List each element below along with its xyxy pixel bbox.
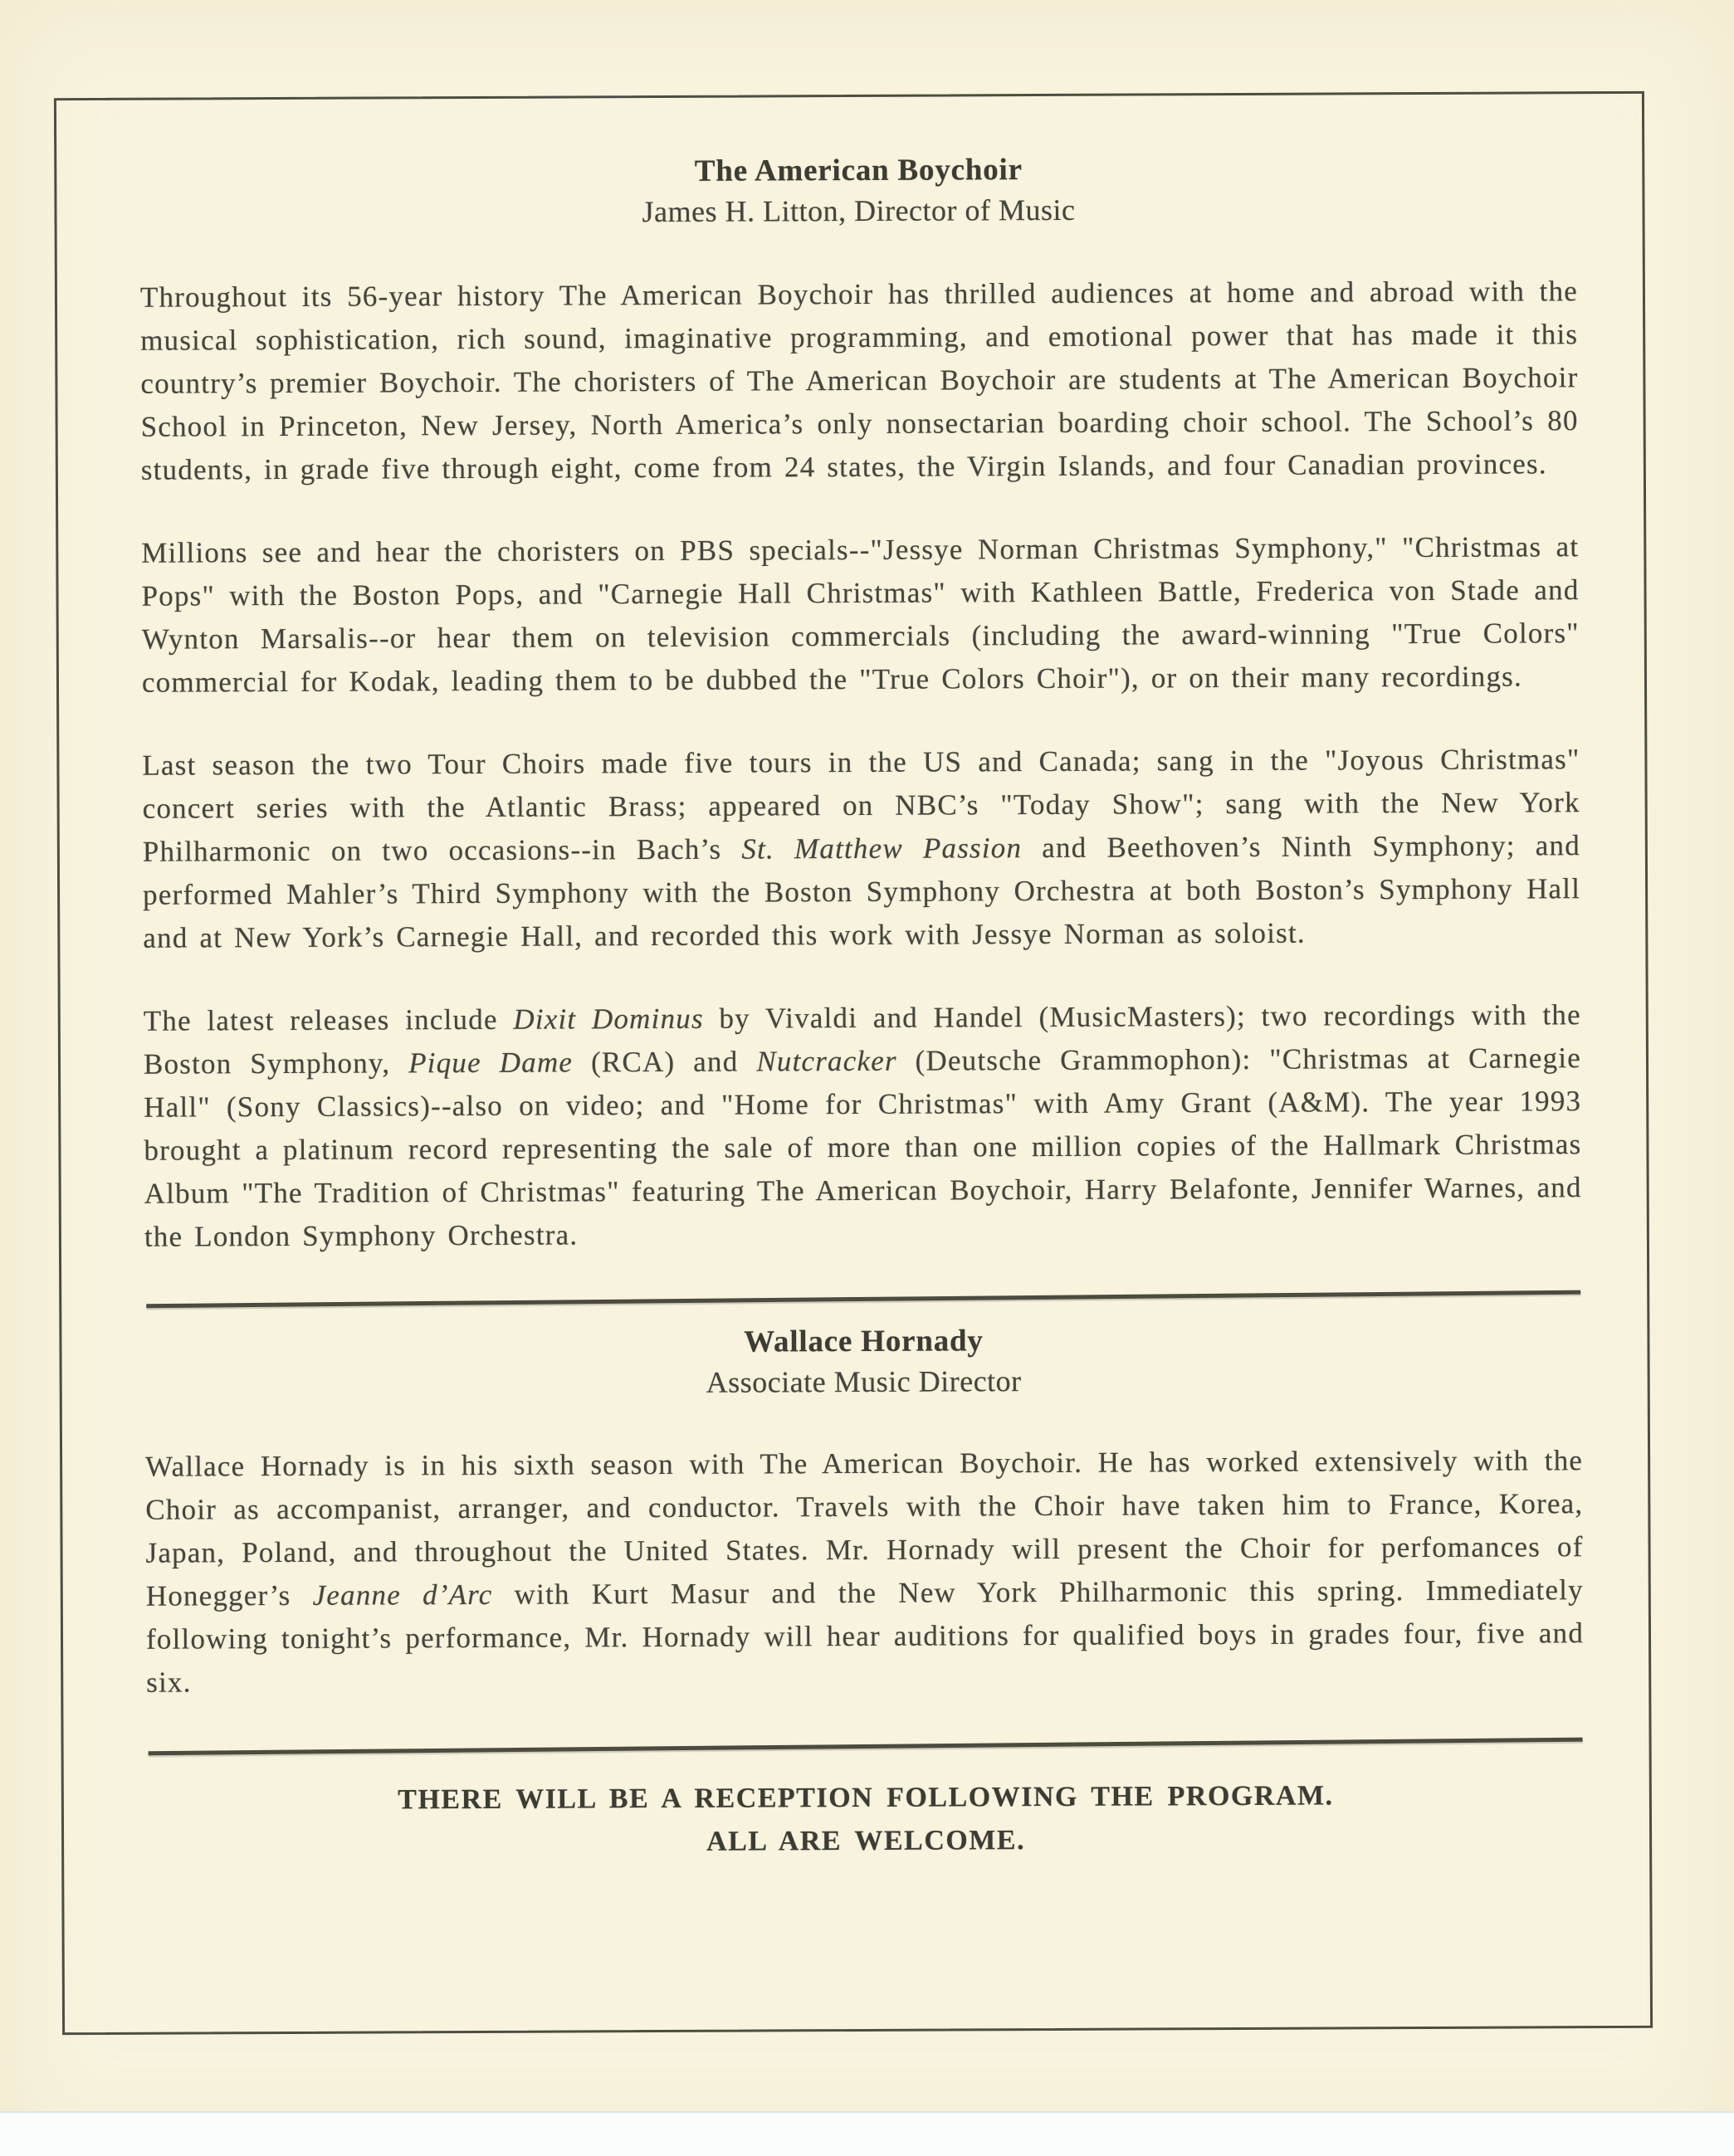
scanner-bed-edge: [0, 2111, 1734, 2156]
paragraph-last-season: Last season the two Tour Choirs made five tours in the US and Canada; sang in the "Joyous Christmas" concert series with the Atlantic Brass; appeared on NBC’s "Today Show"; sang with the New York Philharmonic on two occasions--in Bach’s St. Matthew Passion and Beethoven’s Ninth Symphony; and performed Mahler’s Third Symphony with the Boston Symphony Orchestra at both Boston’s Symphony Hall and at New York’s Carnegie Hall, and recorded this work with Jessye Norman as soloist.: [142, 743, 1581, 954]
reception-notice-line2: ALL ARE WELCOME.: [706, 1825, 1026, 1857]
section2-subtitle: Associate Music Director: [706, 1364, 1022, 1399]
page-border-frame: [54, 91, 1653, 2035]
paragraph-latest-releases: The latest releases include Dixit Dominus by Vivaldi and Handel (MusicMasters); two recordings with the Boston Symphony, Pique Dame (RCA) and Nutcracker (Deutsche Grammophon): "Christmas at Carnegie Hall" (Sony Classics)--also on video; and "Home for Christmas" with Amy Grant (A&M). The year 1993 brought a platinum record representing the sale of more than one million copies of the Hallmark Christmas Album "The Tradition of Christmas" featuring The American Boychoir, Harry Belafonte, Jennifer Warnes, and the London Symphony Orchestra.: [143, 998, 1582, 1253]
paragraph-history: Throughout its 56-year history The American Boychoir has thrilled audiences at home and abroad with the musical sophistication, rich sound, imaginative programming, and emotional power that has made it this country’s premier Boychoir. The choristers of The American Boychoir are students at The American Boychoir School in Princeton, New Jersey, North America’s only nonsectarian boarding choir school. The School’s 80 students, in grade five through eight, come from 24 states, the Virgin Islands, and four Canadian provinces.: [139, 275, 1579, 486]
section2-title: Wallace Hornady: [744, 1324, 984, 1359]
reception-notice-line1: THERE WILL BE A RECEPTION FOLLOWING THE PROGRAM.: [398, 1780, 1334, 1816]
paragraph-wallace-hornady-bio: Wallace Hornady is in his sixth season with The American Boychoir. He has worked extensively with the Choir as accompanist, arranger, and conductor. Travels with the Choir have taken him to France, Korea, Japan, Poland, and throughout the United States. Mr. Hornady will present the Choir for perfomances of Honegger’s Jeanne d’Arc with Kurt Masur and the New York Philharmonic this spring. Immediately following tonight’s performance, Mr. Hornady will hear auditions for qualified boys in grades four, five and six.: [145, 1444, 1585, 1699]
section-divider-rule-1: [146, 1290, 1580, 1309]
page-content: [56, 94, 1649, 1866]
section1-subtitle: James H. Litton, Director of Music: [642, 193, 1076, 229]
paragraph-pbs-specials: Millions see and hear the choristers on PBS specials--"Jessye Norman Christmas Symphony," "Christmas at Pops" with the Boston Pops, and "Carnegie Hall Christmas" with Kathleen Battle, Frederica von Stade and Wynton Marsalis--or hear them on television commercials (including the award-winning "True Colors" commercial for Kodak, leading them to be dubbed the "True Colors Choir"), or on their many recordings.: [141, 530, 1580, 699]
reception-notice: [147, 1773, 1585, 1866]
section1-title: The American Boychoir: [694, 153, 1023, 188]
section-divider-rule-2: [149, 1738, 1583, 1756]
